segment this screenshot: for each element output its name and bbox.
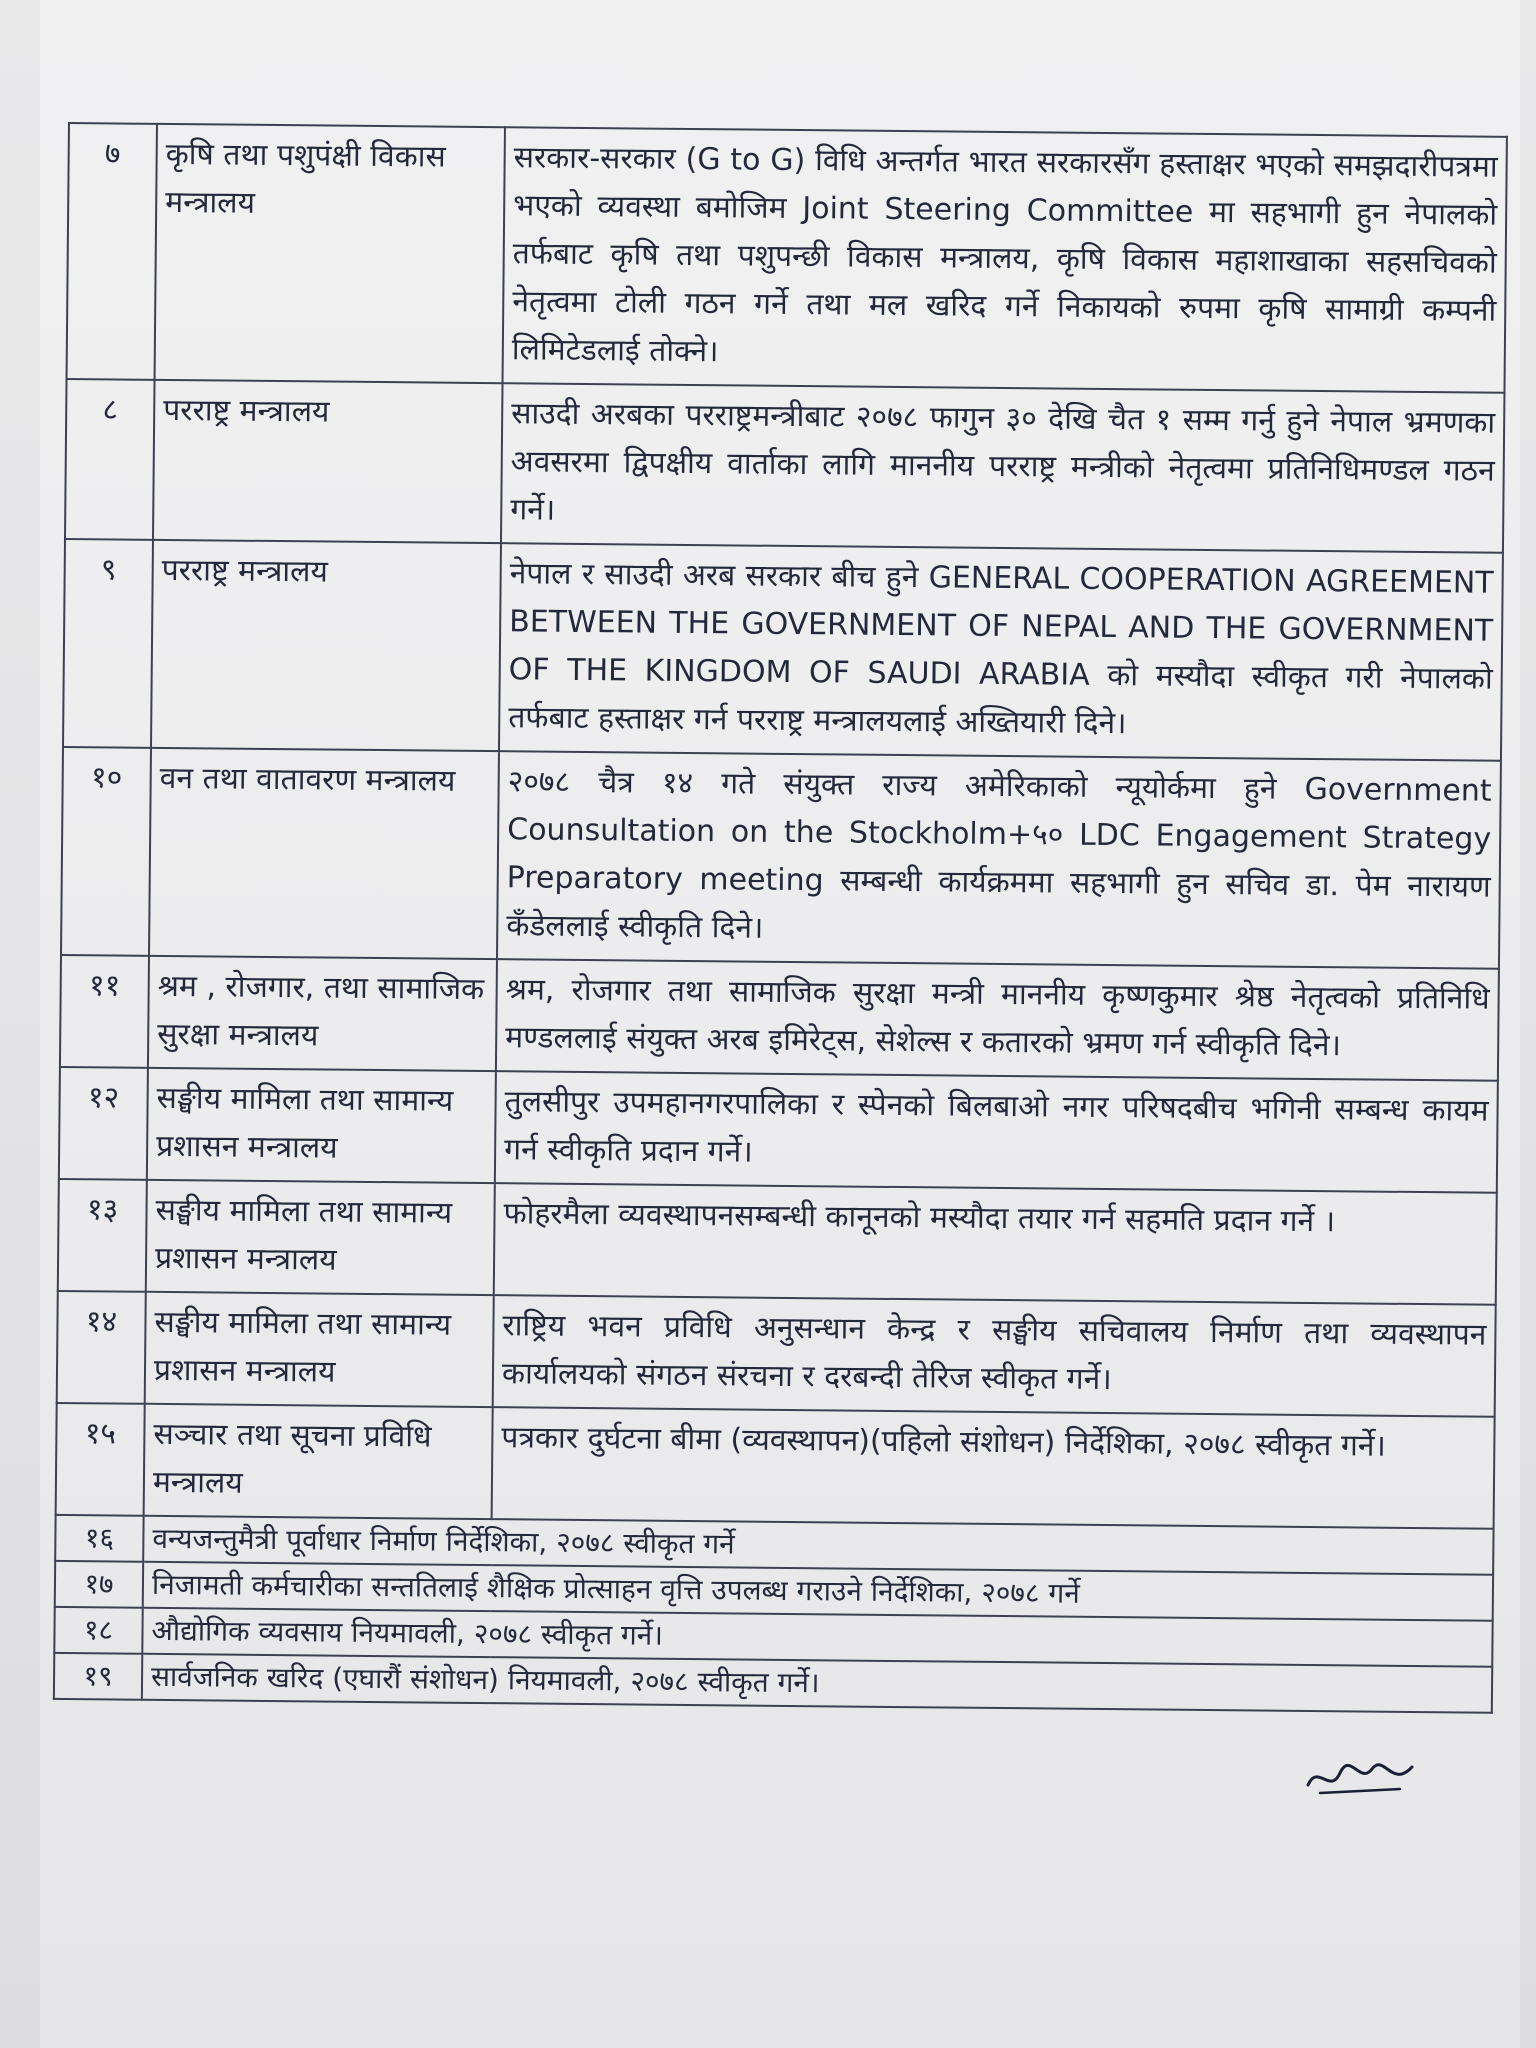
row-number: १९ [54,1653,142,1700]
ministry-cell: सङ्घीय मामिला तथा सामान्य प्रशासन मन्त्रालय [147,1068,496,1183]
row-number: ८ [65,379,155,540]
ministry-cell: श्रम , रोजगार, तथा सामाजिक सुरक्षा मन्त्रालय [148,956,497,1071]
ministry-cell: कृषि तथा पशुपंक्षी विकास मन्त्रालय [155,124,505,383]
decision-cell: औद्योगिक व्यवसाय नियमावली, २०७८ स्वीकृत गर्ने। [142,1608,1492,1667]
row-number: १५ [56,1403,145,1516]
decision-cell: सार्वजनिक खरिद (एघारौं संशोधन) नियमावली, २०७८ स्वीकृत गर्ने। [142,1654,1492,1713]
row-number: ११ [60,955,149,1068]
ministry-cell: सङ्घीय मामिला तथा सामान्य प्रशासन मन्त्रालय [145,1292,494,1407]
ministry-cell: परराष्ट्र मन्त्रालय [151,540,501,751]
row-number: १७ [55,1561,143,1608]
table-row [59,1067,1498,1193]
decision-cell: सरकार-सरकार (G to G) विधि अन्तर्गत भारत सरकारसँग हस्ताक्षर भएको समझदारीपत्रमा भएको व्यवस्था बमोजिम Joint Steering Committee मा सहभागी हुन नेपालको तर्फबाट कृषि तथा पशुपन्छी विकास मन्त्रालय, कृषि विकास महाशाखाका सहसचिवको नेतृत्वमा टोली गठन गर्ने तथा मल खरिद गर्ने निकायको रुपमा कृषि सामाग्री कम्पनी लिमिटेडलाई तोक्ने। [503,127,1507,393]
table-row [61,747,1501,969]
decision-cell: राष्ट्रिय भवन प्रविधि अनुसन्धान केन्द्र र सङ्घीय सचिवालय निर्माण तथा व्यवस्थापन कार्यालयको संगठन संरचना र दरबन्दी तेरिज स्वीकृत गर्ने। [493,1295,1496,1417]
table-row [63,539,1503,761]
decision-cell: श्रम, रोजगार तथा सामाजिक सुरक्षा मन्त्री माननीय कृष्णकुमार श्रेष्ठ नेतृत्वको प्रतिनिधि मण्डललाई संयुक्त अरब इमिरेट्स, सेशेल्स र कतारको भ्रमण गर्न स्वीकृति दिने। [496,959,1499,1081]
row-number: ९ [63,539,153,748]
row-number: १३ [58,1179,147,1292]
table-row [56,1403,1495,1529]
table-row [60,955,1499,1081]
row-number: १४ [57,1291,146,1404]
table-row [67,123,1507,393]
decision-cell: फोहरमैला व्यवस्थापनसम्बन्धी कानूनको मस्यौदा तयार गर्न सहमति प्रदान गर्ने । [494,1183,1497,1305]
ministry-cell: सञ्चार तथा सूचना प्रविधि मन्त्रालय [144,1404,493,1519]
table-row [65,379,1504,553]
decision-cell: नेपाल र साउदी अरब सरकार बीच हुने GENERAL COOPERATION AGREEMENT BETWEEN THE GOVERNMENT OF NEPAL AND THE GOVERNMENT OF THE KINGDOM OF SAUDI ARABIA को मस्यौदा स्वीकृत गरी नेपालको तर्फबाट हस्ताक्षर गर्न परराष्ट्र मन्त्रालयलाई अख्तियारी दिने। [499,543,1503,761]
handwritten-annotation [1300,1755,1420,1805]
row-number: १६ [55,1515,143,1562]
table-row [58,1179,1497,1305]
decision-cell: तुलसीपुर उपमहानगरपालिका र स्पेनको बिलबाओ नगर परिषदबीच भगिनी सम्बन्ध कायम गर्न स्वीकृति प्रदान गर्ने। [495,1071,1498,1193]
row-number: १० [61,747,151,956]
decision-cell: निजामती कर्मचारीका सन्ततिलाई शैक्षिक प्रोत्साहन वृत्ति उपलब्ध गराउने निर्देशिका, २०७८ गर्ने [143,1562,1493,1621]
ministry-cell: सङ्घीय मामिला तथा सामान्य प्रशासन मन्त्रालय [146,1180,495,1295]
ministry-cell: वन तथा वातावरण मन्त्रालय [149,748,499,959]
decision-cell: वन्यजन्तुमैत्री पूर्वाधार निर्माण निर्देशिका, २०७८ स्वीकृत गर्ने [143,1516,1493,1575]
cabinet-decisions-table [53,122,1508,1714]
decision-cell: साउदी अरबका परराष्ट्रमन्त्रीबाट २०७८ फागुन ३० देखि चैत १ सम्म गर्नु हुने नेपाल भ्रमणका अवसरमा द्विपक्षीय वार्ताका लागि माननीय परराष्ट्र मन्त्रीको नेतृत्वमा प्रतिनिधिमण्डल गठन गर्ने। [501,383,1504,553]
ministry-cell: परराष्ट्र मन्त्रालय [153,380,503,543]
decision-cell: २०७८ चैत्र १४ गते संयुक्त राज्य अमेरिकाको न्यूयोर्कमा हुने Government Counsultation on the Stockholm+५० LDC Engagement Strategy Preparatory meeting सम्बन्धी कार्यक्रममा सहभागी हुन सचिव डा. पेम नारायण कँडेललाई स्वीकृति दिने। [497,751,1501,969]
table-row [57,1291,1496,1417]
row-number: १८ [54,1607,142,1654]
row-number: १२ [59,1067,148,1180]
decision-cell: पत्रकार दुर्घटना बीमा (व्यवस्थापन)(पहिलो संशोधन) निर्देशिका, २०७८ स्वीकृत गर्ने। [492,1407,1495,1529]
row-number: ७ [67,123,157,380]
